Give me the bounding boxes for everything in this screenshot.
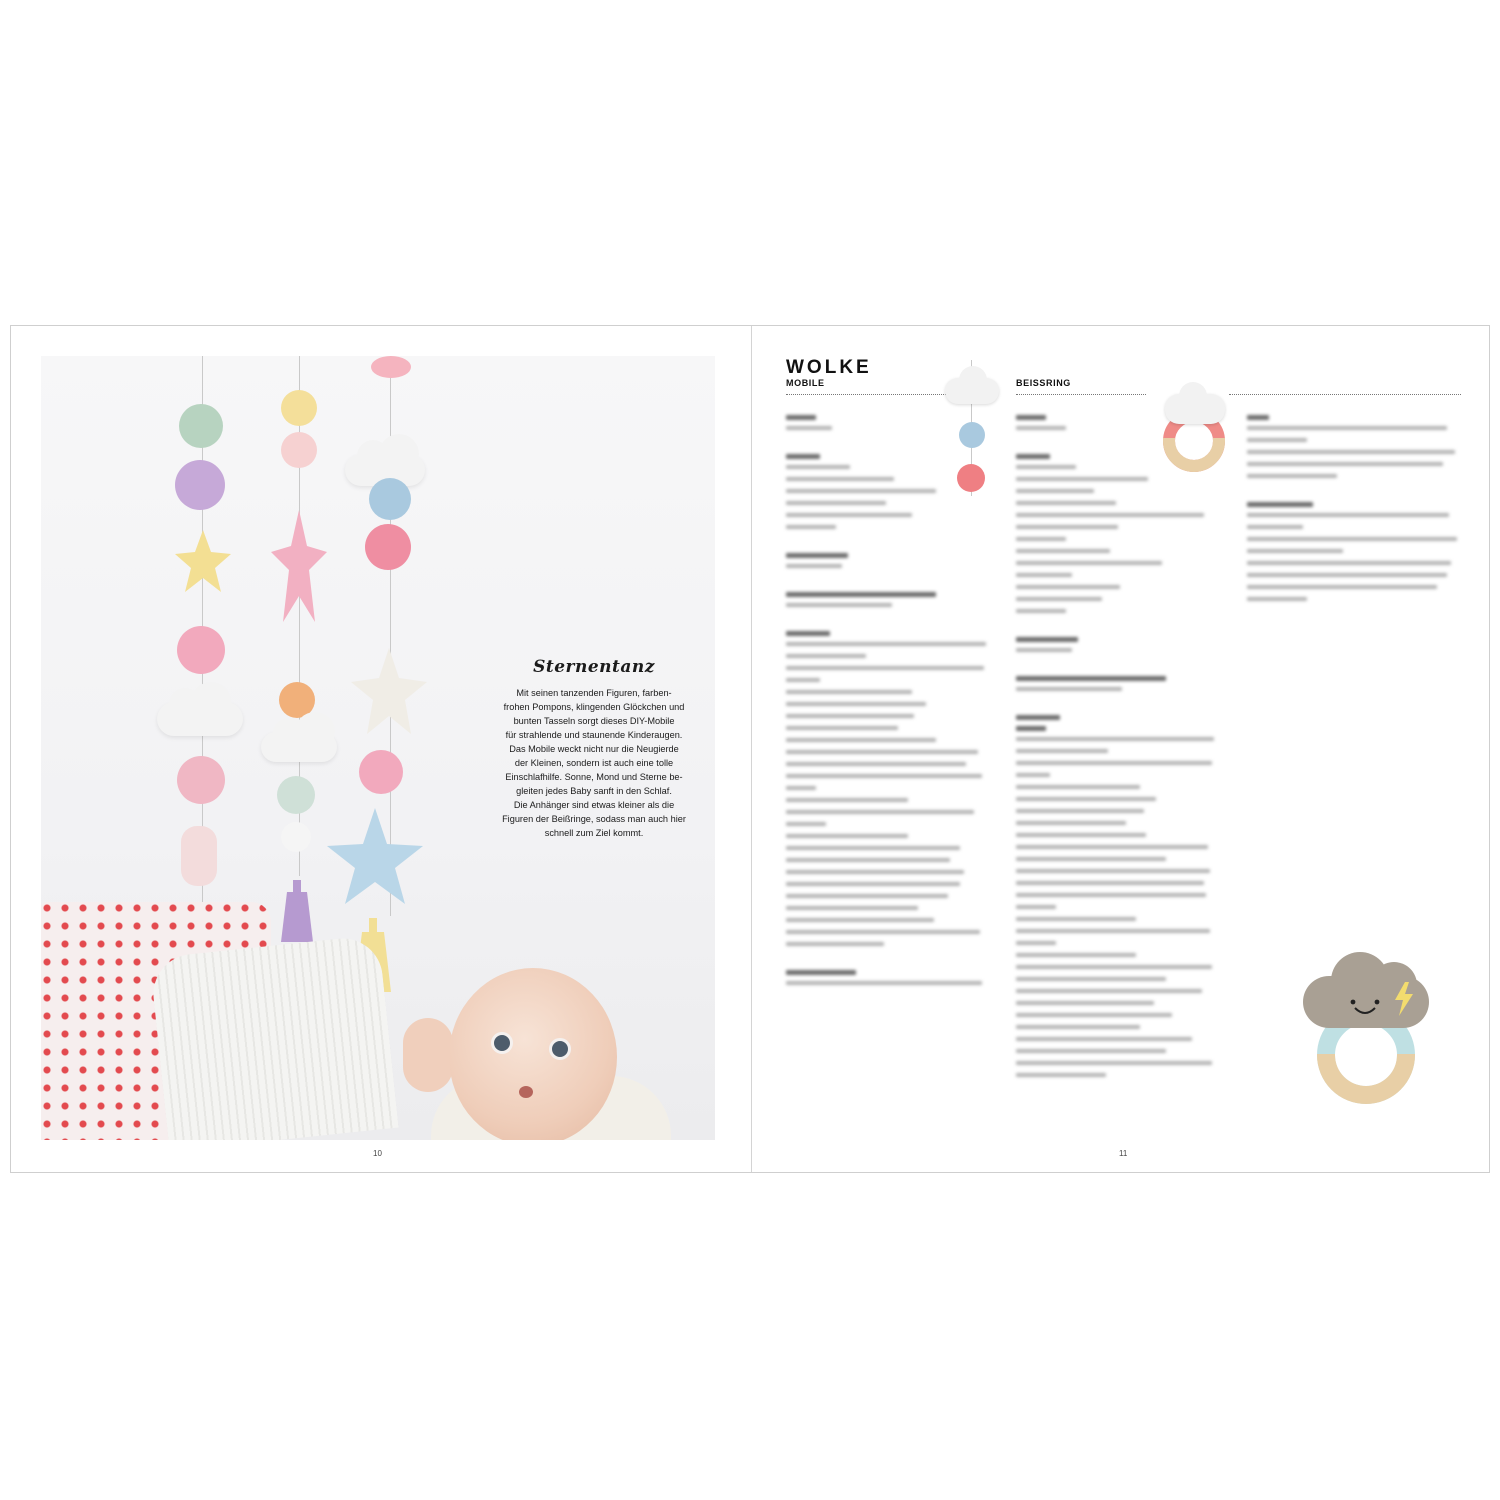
divider: [786, 394, 946, 395]
section-heading-mobile: MOBILE: [786, 378, 825, 388]
star-figure: [269, 506, 329, 626]
star-figure: [173, 528, 233, 598]
pompon: [177, 756, 225, 804]
pompon: [177, 626, 225, 674]
pompon: [175, 460, 225, 510]
intro-line: der Kleinen, sondern ist auch eine tolle: [514, 758, 674, 768]
divider: [1016, 394, 1146, 395]
page-number-left: 10: [373, 1149, 382, 1158]
book-spread: [10, 325, 1490, 1173]
intro-line: Das Mobile weckt nicht nur die Neugierde: [509, 744, 679, 754]
intro-line: Die Anhänger sind etwas kleiner als die: [513, 800, 675, 810]
pompon: [369, 478, 411, 520]
cloud-mobile-figure: [945, 378, 999, 404]
instructions-mobile: [786, 411, 986, 993]
striped-pillow: [149, 935, 398, 1140]
star-figure: [325, 806, 425, 906]
instructions-beissring: [1016, 411, 1216, 1085]
divider: [1229, 394, 1461, 395]
intro-line: frohen Pompons, klingenden Glöckchen und: [503, 702, 685, 712]
pompon: [281, 390, 317, 426]
right-page: [751, 326, 1489, 1172]
star-figure: [349, 646, 429, 736]
intro-title: Sternentanz: [533, 657, 655, 677]
intro-line: für strahlende und staunende Kinderaugen.: [505, 730, 683, 740]
pompon: [359, 750, 403, 794]
intro-line: Einschlafhilfe. Sonne, Mond und Sterne be-: [505, 772, 683, 782]
tassel: [279, 880, 315, 944]
pompon: [365, 524, 411, 570]
pompon: [179, 404, 223, 448]
lightning-icon: [1393, 982, 1415, 1016]
intro-line: gleiten jedes Baby sanft in den Schlaf.: [516, 786, 672, 796]
pompon: [181, 826, 217, 886]
section-heading-beissring: BEISSRING: [1016, 378, 1071, 388]
left-page: [11, 326, 751, 1172]
intro-line: Mit seinen tanzenden Figuren, farben-: [516, 688, 672, 698]
intro-line: Figuren der Beißringe, sodass man auch hier: [502, 814, 686, 824]
cloud-figure: [157, 702, 243, 736]
page-title: WOLKE: [786, 357, 872, 378]
pompon: [277, 776, 315, 814]
baby-face: [449, 968, 617, 1140]
intro-line: bunten Tasseln sorgt dieses DIY-Mobile: [513, 716, 675, 726]
pompon: [281, 432, 317, 468]
intro-line: schnell zum Ziel kommt.: [544, 828, 644, 838]
instructions-band: [1247, 411, 1461, 609]
page-number-right: 11: [1119, 1149, 1128, 1158]
pompon: [371, 356, 411, 378]
cloud-figure: [261, 732, 337, 762]
smile-icon: [1347, 998, 1383, 1018]
pompon: [281, 822, 311, 852]
intro-text-block: [479, 657, 709, 840]
baby-hand: [403, 1018, 453, 1092]
